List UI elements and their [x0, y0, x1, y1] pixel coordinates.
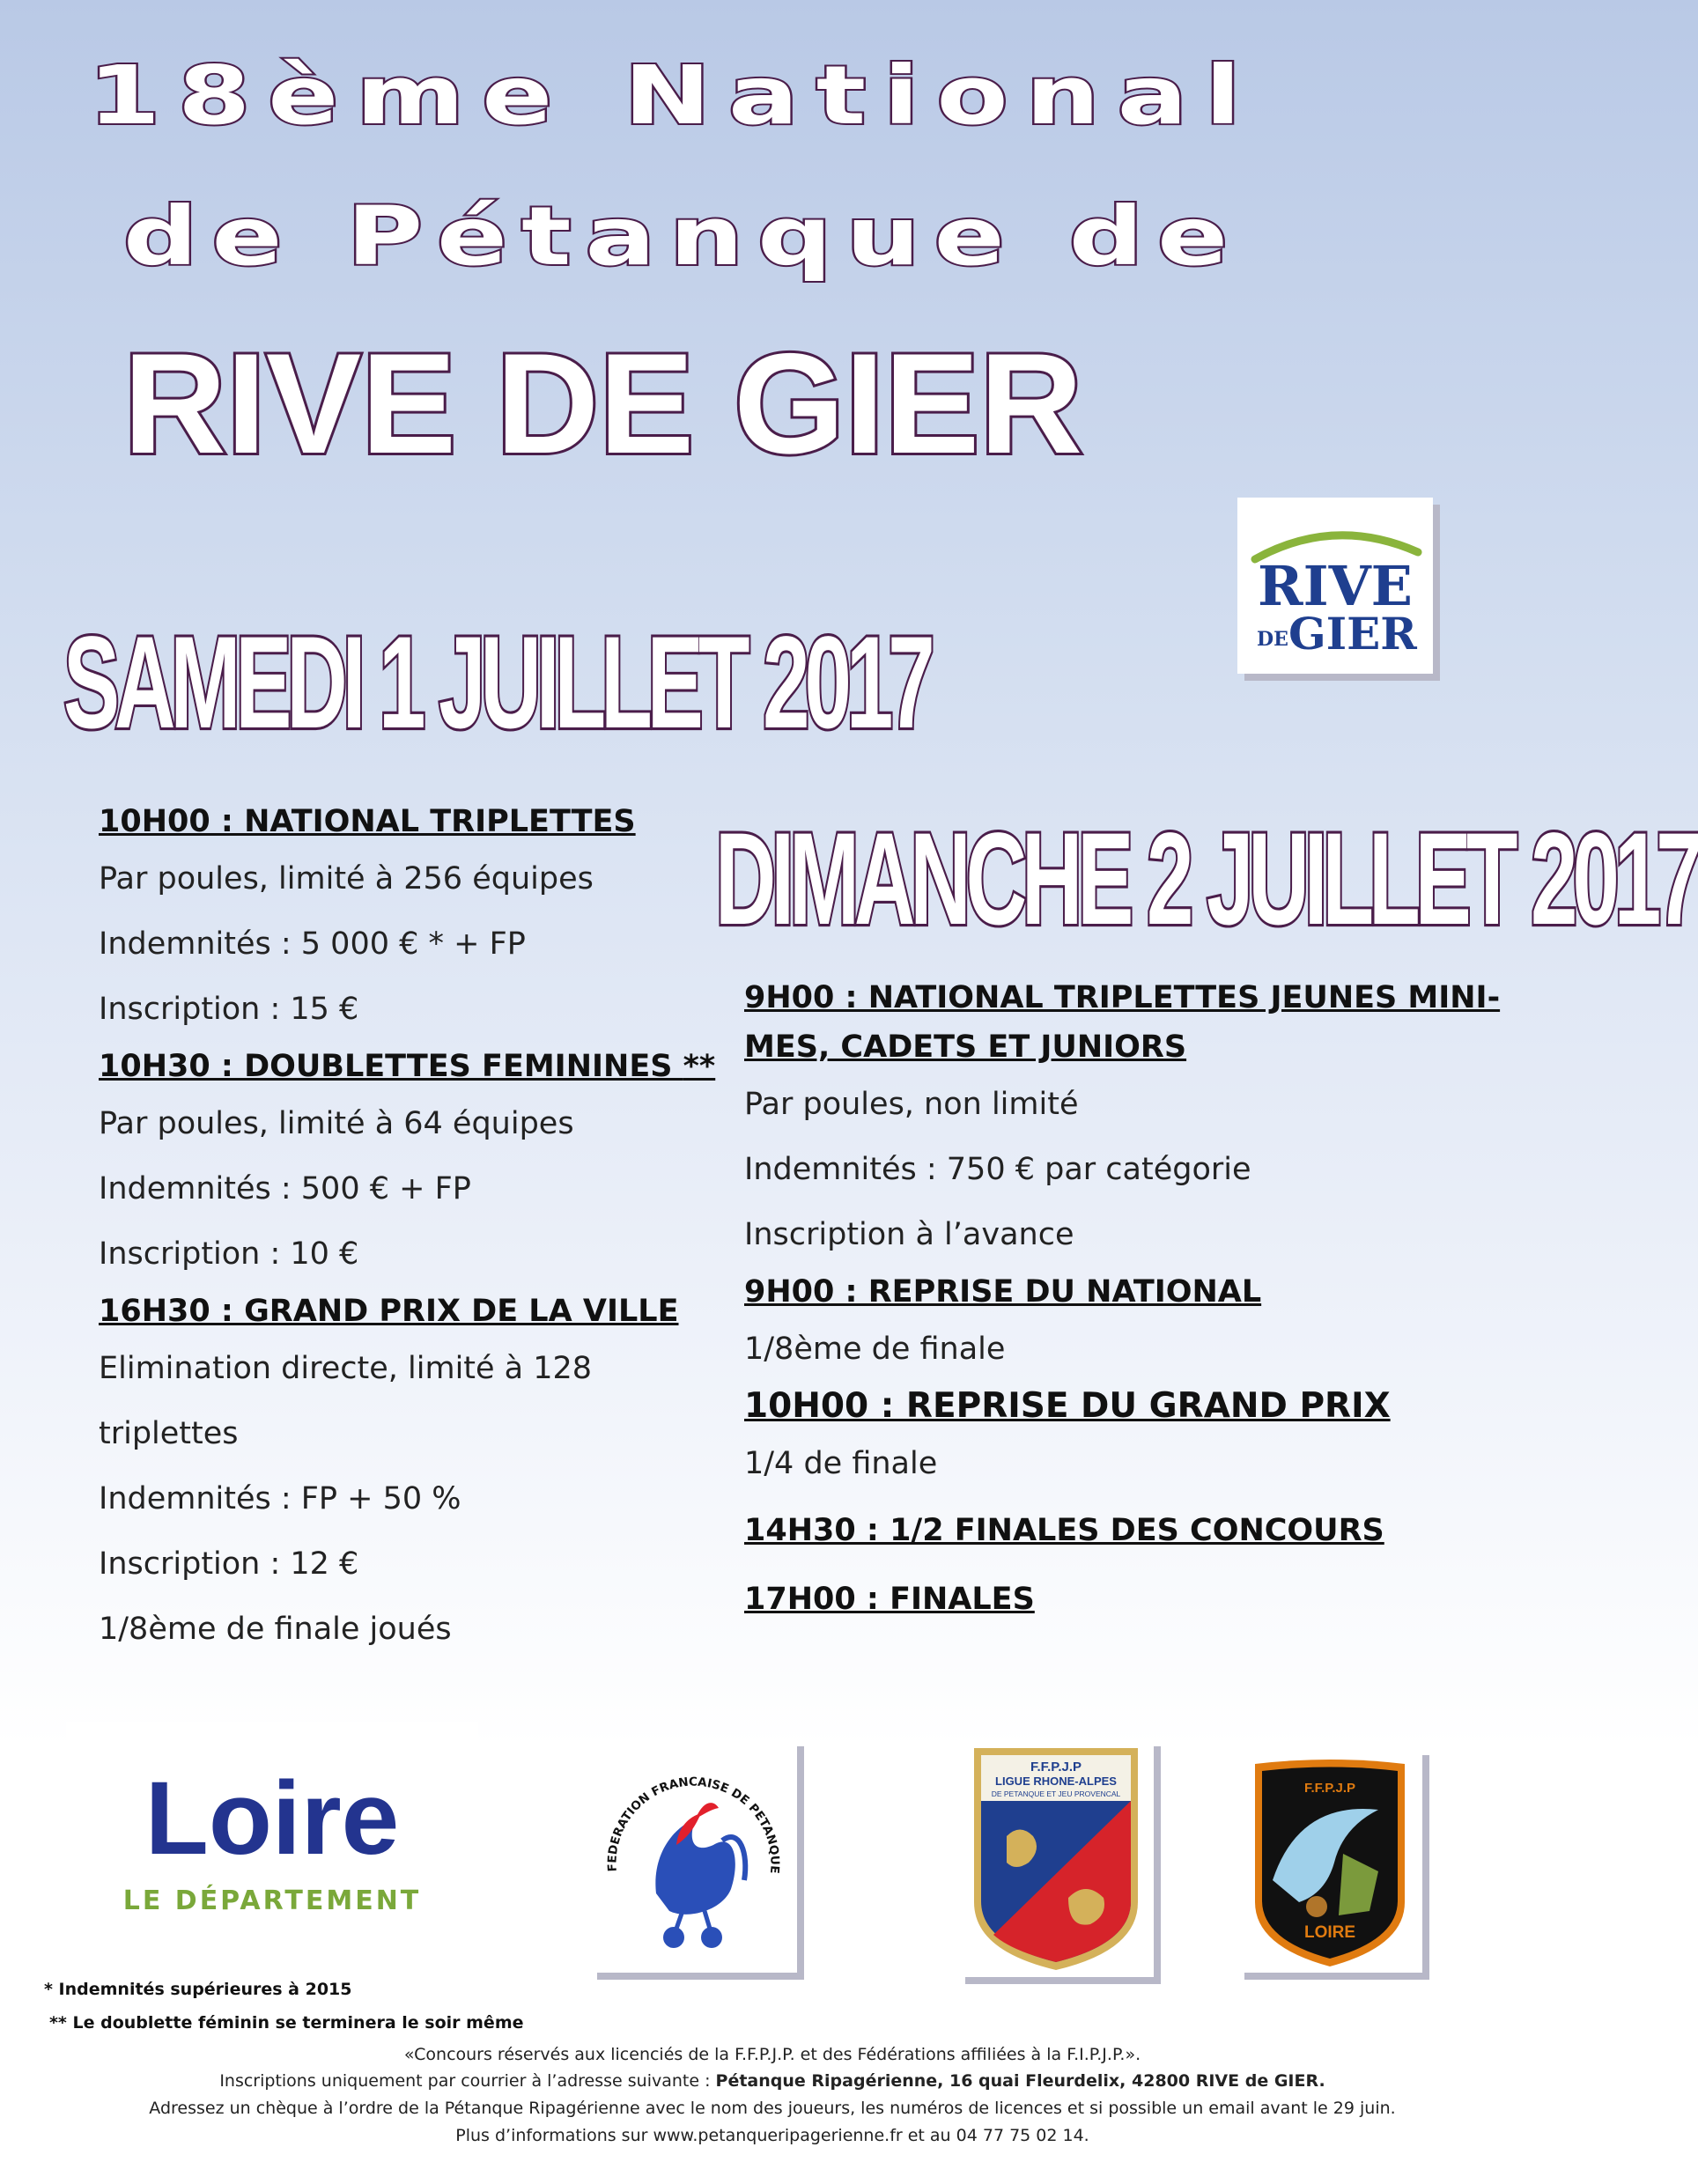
footnote-1: * Indemnités supérieures à 2015	[44, 1980, 352, 1999]
event-detail: Inscription à l’avance	[744, 1217, 1074, 1252]
sunday-heading: DIMANCHE 2 JUILLET 2017	[715, 806, 1698, 953]
footnote-2: ** Le doublette féminin se terminera le soir même	[49, 2013, 524, 2033]
event-title: 10H00 : REPRISE DU GRAND PRIX	[744, 1386, 1391, 1426]
footer-address: Pétanque Ripagérienne, 16 quai Fleurdelix, 42800 RIVE de GIER.	[715, 2071, 1325, 2091]
rive-de-gier-logo	[1237, 498, 1433, 674]
saturday-heading: SAMEDI 1 JUILLET 2017	[63, 609, 930, 756]
event-title	[99, 1287, 733, 1336]
rive-logo-small: DE	[1257, 628, 1288, 651]
loire-shield-graphic	[1237, 1748, 1422, 1973]
loire-shield-bottom: LOIRE	[1303, 1923, 1356, 1942]
rive-logo-graphic	[1237, 498, 1433, 674]
event-detail: 1/4 de finale	[744, 1446, 938, 1481]
ffpjp-rooster-logo	[590, 1739, 797, 1973]
event-detail: Indemnités : 750 € par catégorie	[744, 1152, 1251, 1187]
event-title	[99, 797, 733, 846]
event-detail: Par poules, non limité	[744, 1087, 1079, 1122]
sunday-program	[744, 973, 1502, 1634]
event-detail: Inscription : 15 €	[99, 992, 359, 1027]
ligue-shield-graphic	[958, 1739, 1154, 1977]
loire-logo-graphic	[66, 1722, 478, 1961]
ffpjp-ring-text: FEDERATION FRANCAISE DE PETANQUE	[605, 1774, 782, 1875]
ligue-rhone-alpes-logo	[958, 1739, 1154, 1977]
event-detail: Inscription : 10 €	[99, 1236, 359, 1272]
event-title-text: 10H00 : NATIONAL TRIPLETTES	[99, 804, 636, 839]
rive-logo-word-1: RIVE	[1258, 554, 1413, 618]
rive-logo-word-2: GIER	[1288, 608, 1417, 660]
event-title-continued: MES, CADETS ET JUNIORS	[744, 1029, 1187, 1065]
loire-logo-sub: LE DÉPARTEMENT	[122, 1885, 422, 1916]
ligue-top-text: F.F.P.J.P	[1030, 1760, 1082, 1774]
event-detail: Indemnités : 500 € + FP	[99, 1171, 471, 1206]
footer-line-2-text: Inscriptions uniquement par courrier à l’adresse suivante :	[219, 2071, 716, 2091]
footer-line-2	[0, 2071, 1545, 2091]
loire-departement-logo	[66, 1722, 478, 1961]
title-line-2: de Pétanque de	[123, 188, 1243, 284]
ffpjp-logo-graphic	[590, 1739, 797, 1973]
ligue-line-1: LIGUE RHONE-ALPES	[995, 1774, 1117, 1788]
event-detail: Par poules, limité à 64 équipes	[99, 1106, 574, 1141]
event-detail: Inscription : 12 €	[99, 1546, 359, 1582]
event-title	[99, 1042, 733, 1091]
event-title-text: 10H30 : DOUBLETTES FEMININES	[99, 1049, 683, 1084]
event-detail: Elimination directe, limité à 128 triplettes	[99, 1351, 593, 1451]
event-detail: 1/8ème de finale	[744, 1332, 1006, 1367]
title-line-1: 18ème National	[88, 48, 1259, 143]
footnote-stars: **	[683, 1049, 716, 1084]
event-detail: Indemnités : FP + 50 %	[99, 1481, 461, 1516]
event-detail: 1/8ème de finale joués	[99, 1612, 452, 1647]
loire-shield-top: F.F.P.J.P	[1303, 1781, 1356, 1796]
event-title: 9H00 : REPRISE DU NATIONAL	[744, 1274, 1262, 1310]
event-title-text: 16H30 : GRAND PRIX DE LA VILLE	[99, 1294, 679, 1329]
ligue-line-2: DE PETANQUE ET JEU PROVENCAL	[991, 1789, 1121, 1798]
event-title: 14H30 : 1/2 FINALES DES CONCOURS	[744, 1513, 1384, 1548]
footer-line-4: Plus d’informations sur www.petanqueripagerienne.fr et au 04 77 75 02 14.	[455, 2126, 1089, 2145]
saturday-program	[99, 797, 733, 1662]
title-line-3: RIVE DE GIER	[123, 324, 1083, 483]
loire-logo-name: Loire	[144, 1760, 400, 1877]
event-title: 17H00 : FINALES	[744, 1582, 1035, 1617]
rooster-body-icon	[655, 1819, 735, 1915]
event-title: 9H00 : NATIONAL TRIPLETTES JEUNES MINI-	[744, 980, 1501, 1015]
footer-line-3: Adressez un chèque à l’ordre de la Pétanque Ripagérienne avec le nom des joueurs, les numéros de licences et si possible un email avant le 29 juin.	[149, 2099, 1396, 2118]
footer-line-1: «Concours réservés aux licenciés de la F.F.P.J.P. et des Fédérations affiliées à la F.I.P.J.P.».	[403, 2045, 1141, 2064]
event-detail: Indemnités : 5 000 € * + FP	[99, 926, 526, 962]
event-detail: Par poules, limité à 256 équipes	[99, 861, 594, 896]
ffpjp-loire-logo	[1237, 1748, 1422, 1973]
